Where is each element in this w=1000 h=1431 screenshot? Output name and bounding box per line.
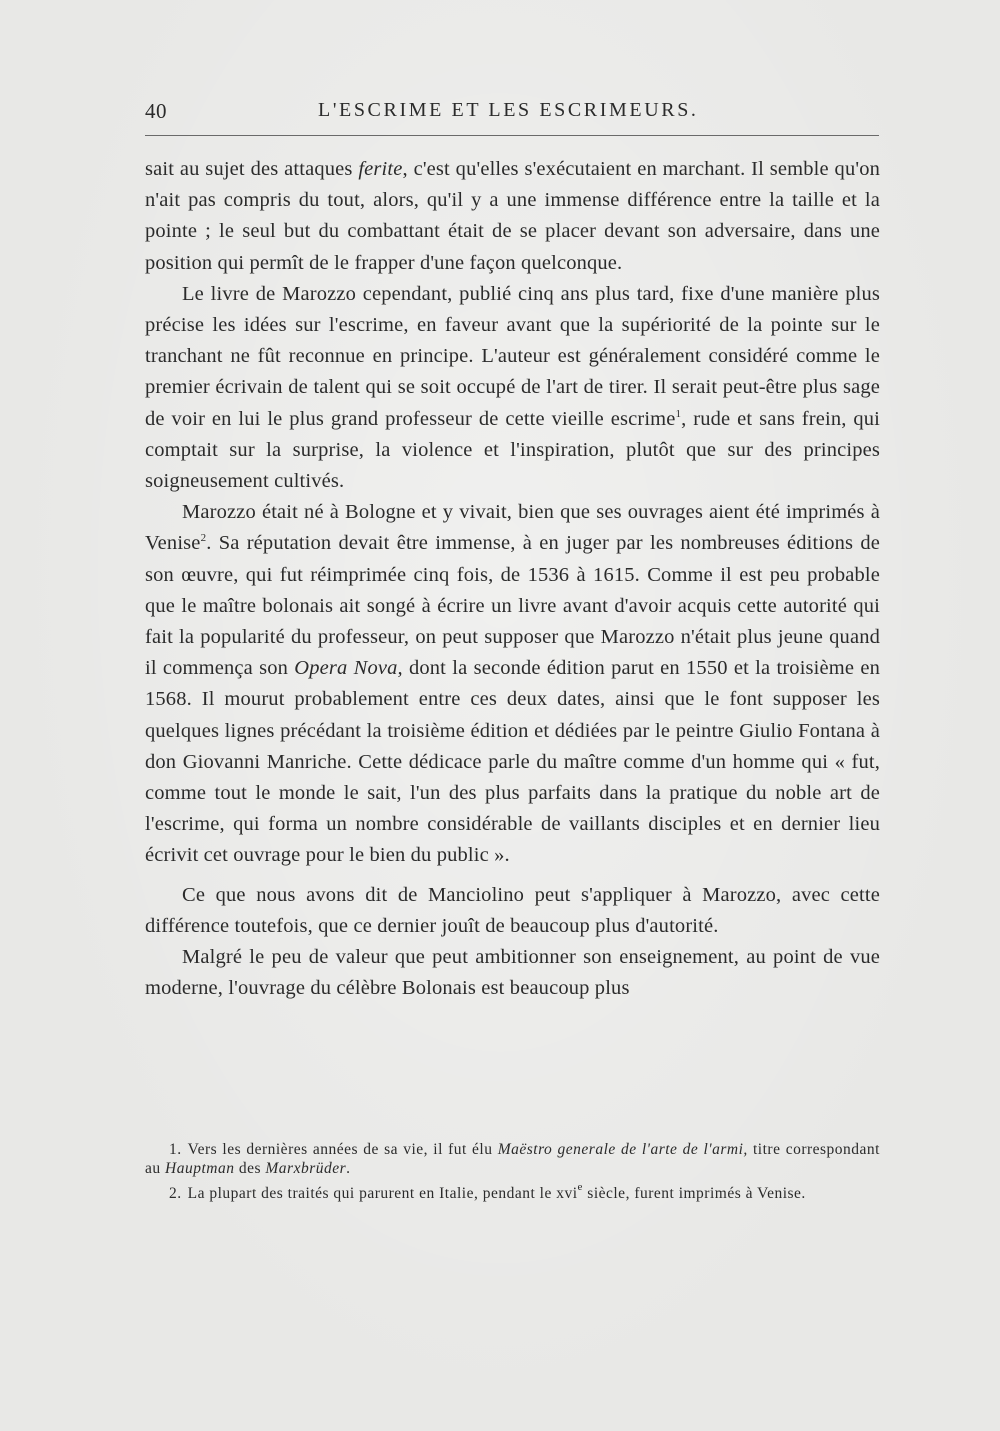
footnote-2-number: 2.: [169, 1185, 182, 1202]
paragraph-4: [145, 880, 880, 942]
footnote-1-italic-1: Maëstro generale de l'arte de l'armi,: [497, 1141, 748, 1158]
footnote-1-text-c: des: [234, 1160, 266, 1177]
paragraph-2: [145, 279, 880, 497]
footnote-1-number: 1.: [169, 1141, 182, 1158]
footnote-1-italic-2: Hauptman: [165, 1160, 235, 1177]
footnote-2-text-a: La plupart des traités qui parurent en Italie, pendant le: [187, 1185, 557, 1202]
body-text: [145, 154, 880, 1004]
footnotes: [145, 1140, 880, 1209]
footnote-1: [145, 1140, 880, 1178]
paragraph-5-text: Malgré le peu de valeur que peut ambitionner son enseignement, au point de vue moderne, l'ouvrage du célèbre Bolonais est beaucoup plus: [145, 946, 880, 1000]
footnote-1-text-d: .: [346, 1160, 351, 1177]
paragraph-1-italic-term: ferite: [358, 158, 403, 180]
footnote-2-text-b: siècle, furent imprimés à Venise.: [582, 1185, 806, 1202]
footnote-1-italic-3: Marxbrüder: [265, 1160, 347, 1177]
paragraph-3: [145, 497, 880, 871]
footnote-1-text-b: titre correspondant au: [145, 1141, 880, 1177]
paragraph-5: [145, 942, 880, 1004]
paragraph-2-text: Le livre de Marozzo cependant, publié cinq ans plus tard, fixe d'une manière plus précise les idées sur l'escrime, en faveur avant que la supériorité de la pointe sur le tranchant ne fût reconnue en principe. L'auteur est généralement considéré comme le premier écrivain de talent qui se soit occupé de l'art de tirer. Il serait peut-être plus sage de voir en lui le plus grand professeur de cette vieille escrime: [145, 282, 880, 430]
footnote-2: [145, 1181, 880, 1203]
paragraph-1-text-a: sait au sujet des attaques: [145, 158, 359, 180]
footnote-ref-1: 1: [675, 407, 682, 420]
footnote-2-century: xvi: [556, 1185, 578, 1202]
footnote-ref-2: 2: [200, 532, 207, 545]
paragraph-1: [145, 154, 880, 279]
running-title: L'ESCRIME ET LES ESCRIMEURS.: [318, 99, 699, 121]
page-number: 40: [145, 99, 167, 123]
running-head: [145, 99, 880, 127]
paragraph-1-text-c: , c'est qu'elles s'exécutaient en marchant. Il semble qu'on n'ait pas compris du tout, alors, qu'il y a une immense différence entre la taille et la pointe ; le seul but du combattant était de se placer devant son adversaire, dans une position qui permît de le frapper d'une façon quelconque.: [145, 158, 881, 274]
paragraph-3-italic-title: Opera Nova,: [294, 657, 403, 680]
paragraph-3-text-b: . Sa réputation devait être immense, à en juger par les nombreuses éditions de son œuvre, qui fut réimprimée cinq fois, de 1536 à 1615. Comme il est peu probable que le maître bolonais ait songé à écrire un livre avant d'avoir acquis cette autorité qui fait la popularité du professeur, on peut supposer que Marozzo n'était plus jeune quand il commença son: [145, 532, 880, 680]
paragraph-3-text-c: dont la seconde édition parut en 1550 et la troisième en 1568. Il mourut probablement entre ces deux dates, ainsi que le font supposer les quelques lignes précédant la troisième édition et dédiées par le peintre Giulio Fontana à don Giovanni Manriche. Cette dédicace parle du maître comme d'un homme qui « fut, comme tout le monde le sait, l'un des plus parfaits dans la pratique du noble art de l'escrime, qui forma un nombre considérable de vaillants disciples et en dernier lieu écrivit cet ouvrage pour le bien du public ».: [145, 657, 880, 867]
paragraph-2-rest: , rude et sans frein, qui comptait sur la surprise, la violence et l'inspiration, plutôt que sur des principes soigneusement cultivés.: [145, 407, 881, 493]
footnote-1-text-a: Vers les dernières années de sa vie, il fut élu: [187, 1141, 498, 1158]
paragraph-3-text-a: Marozzo était né à Bologne et y vivait, bien que ses ouvrages aient été imprimés à Venise: [145, 501, 880, 555]
footnote-2-century-sup: e: [577, 1181, 583, 1193]
paragraph-4-text: Ce que nous avons dit de Manciolino peut s'appliquer à Marozzo, avec cette différence toutefois, que ce dernier jouît de beaucoup plus d'autorité.: [145, 883, 880, 937]
header-rule: [145, 135, 879, 136]
